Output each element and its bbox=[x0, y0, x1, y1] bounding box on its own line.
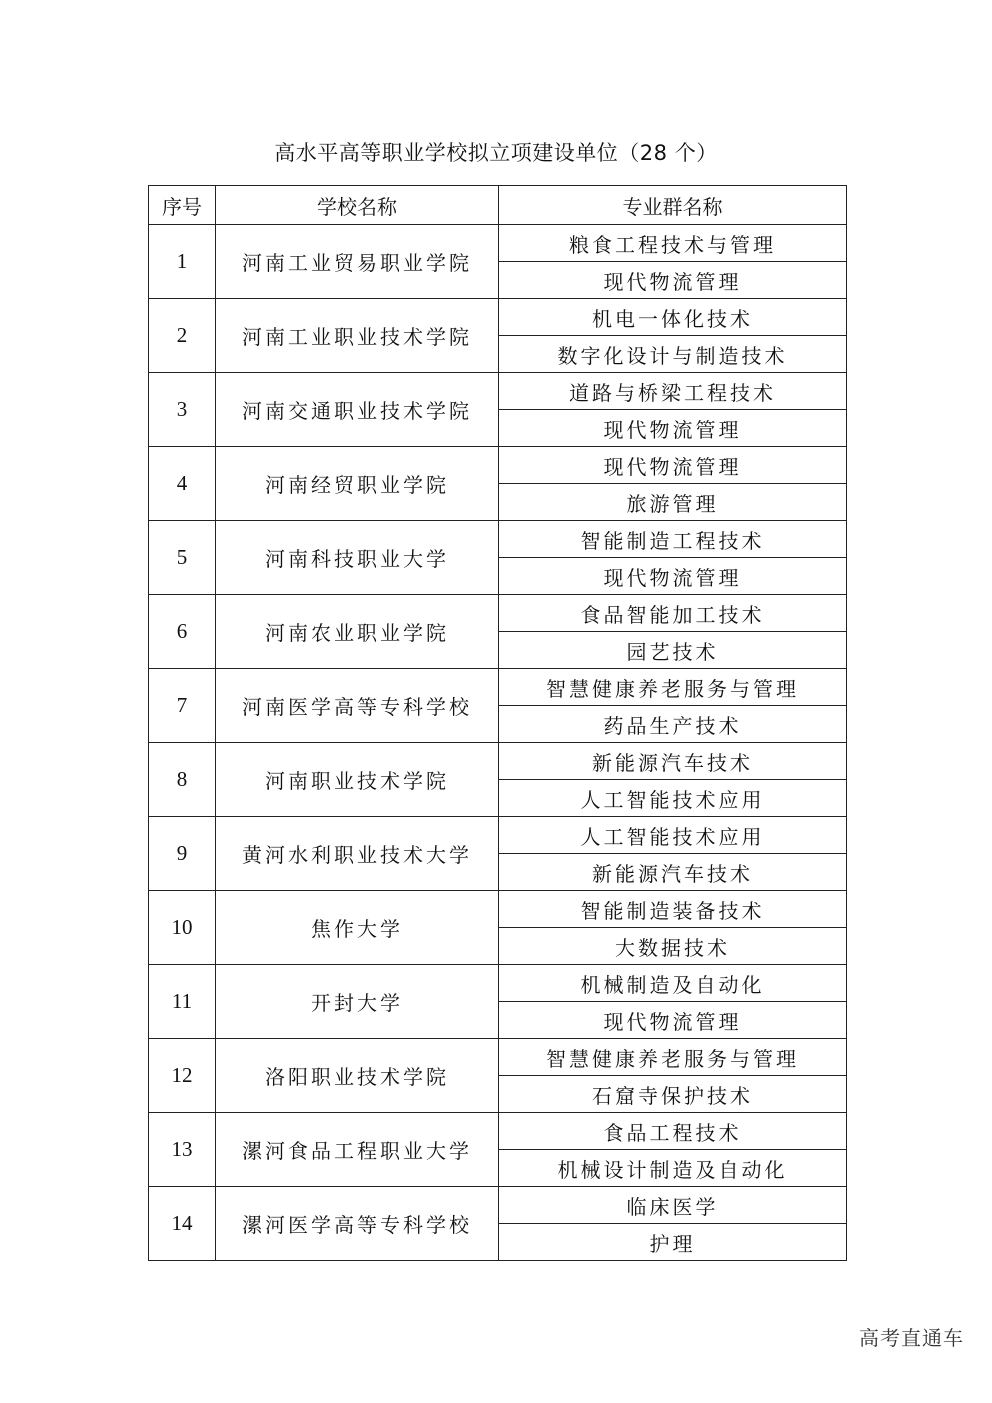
major-group-cell: 数字化设计与制造技术 bbox=[499, 336, 847, 373]
major-group-cell: 大数据技术 bbox=[499, 928, 847, 965]
school-name-cell: 河南工业职业技术学院 bbox=[216, 299, 499, 373]
school-name-cell: 焦作大学 bbox=[216, 891, 499, 965]
document-title: 高水平高等职业学校拟立项建设单位（28 个） bbox=[274, 141, 718, 165]
major-group-cell: 粮食工程技术与管理 bbox=[499, 225, 847, 262]
table-row bbox=[149, 965, 847, 1002]
school-name-cell: 河南医学高等专科学校 bbox=[216, 669, 499, 743]
major-group-cell: 机械制造及自动化 bbox=[499, 965, 847, 1002]
major-group-cell: 智慧健康养老服务与管理 bbox=[499, 1039, 847, 1076]
table-row bbox=[149, 521, 847, 558]
table-row bbox=[149, 595, 847, 632]
school-name-cell: 洛阳职业技术学院 bbox=[216, 1039, 499, 1113]
major-group-cell: 现代物流管理 bbox=[499, 1002, 847, 1039]
table-row bbox=[149, 299, 847, 336]
major-group-cell: 现代物流管理 bbox=[499, 447, 847, 484]
table-row bbox=[149, 1039, 847, 1076]
table-row bbox=[149, 669, 847, 706]
table-row bbox=[149, 1113, 847, 1150]
header-majors: 专业群名称 bbox=[499, 186, 847, 225]
school-name-cell: 漯河医学高等专科学校 bbox=[216, 1187, 499, 1261]
row-index-cell: 14 bbox=[149, 1187, 216, 1261]
row-index-cell: 10 bbox=[149, 891, 216, 965]
major-group-cell: 食品工程技术 bbox=[499, 1113, 847, 1150]
header-school: 学校名称 bbox=[216, 186, 499, 225]
major-group-cell: 人工智能技术应用 bbox=[499, 780, 847, 817]
major-group-cell: 药品生产技术 bbox=[499, 706, 847, 743]
major-group-cell: 机电一体化技术 bbox=[499, 299, 847, 336]
row-index-cell: 4 bbox=[149, 447, 216, 521]
major-group-cell: 旅游管理 bbox=[499, 484, 847, 521]
row-index-cell: 12 bbox=[149, 1039, 216, 1113]
major-group-cell: 人工智能技术应用 bbox=[499, 817, 847, 854]
school-name-cell: 开封大学 bbox=[216, 965, 499, 1039]
table-row bbox=[149, 225, 847, 262]
table-row bbox=[149, 447, 847, 484]
schools-table bbox=[148, 185, 847, 1261]
row-index-cell: 2 bbox=[149, 299, 216, 373]
table-header-row bbox=[149, 186, 847, 225]
table-row bbox=[149, 373, 847, 410]
major-group-cell: 道路与桥梁工程技术 bbox=[499, 373, 847, 410]
school-name-cell: 河南交通职业技术学院 bbox=[216, 373, 499, 447]
watermark-text: 高考直通车 bbox=[859, 1326, 964, 1350]
major-group-cell: 智能制造装备技术 bbox=[499, 891, 847, 928]
major-group-cell: 现代物流管理 bbox=[499, 410, 847, 447]
table-row bbox=[149, 891, 847, 928]
school-name-cell: 黄河水利职业技术大学 bbox=[216, 817, 499, 891]
major-group-cell: 护理 bbox=[499, 1224, 847, 1261]
major-group-cell: 智能制造工程技术 bbox=[499, 521, 847, 558]
school-name-cell: 漯河食品工程职业大学 bbox=[216, 1113, 499, 1187]
major-group-cell: 食品智能加工技术 bbox=[499, 595, 847, 632]
major-group-cell: 机械设计制造及自动化 bbox=[499, 1150, 847, 1187]
major-group-cell: 石窟寺保护技术 bbox=[499, 1076, 847, 1113]
major-group-cell: 临床医学 bbox=[499, 1187, 847, 1224]
row-index-cell: 6 bbox=[149, 595, 216, 669]
table-body bbox=[149, 225, 847, 1261]
major-group-cell: 智慧健康养老服务与管理 bbox=[499, 669, 847, 706]
table-row bbox=[149, 1187, 847, 1224]
table-row bbox=[149, 743, 847, 780]
row-index-cell: 11 bbox=[149, 965, 216, 1039]
row-index-cell: 7 bbox=[149, 669, 216, 743]
header-index: 序号 bbox=[149, 186, 216, 225]
row-index-cell: 8 bbox=[149, 743, 216, 817]
major-group-cell: 园艺技术 bbox=[499, 632, 847, 669]
school-name-cell: 河南农业职业学院 bbox=[216, 595, 499, 669]
table-row bbox=[149, 817, 847, 854]
major-group-cell: 现代物流管理 bbox=[499, 558, 847, 595]
major-group-cell: 新能源汽车技术 bbox=[499, 854, 847, 891]
school-name-cell: 河南工业贸易职业学院 bbox=[216, 225, 499, 299]
major-group-cell: 现代物流管理 bbox=[499, 262, 847, 299]
row-index-cell: 5 bbox=[149, 521, 216, 595]
major-group-cell: 新能源汽车技术 bbox=[499, 743, 847, 780]
school-name-cell: 河南科技职业大学 bbox=[216, 521, 499, 595]
school-name-cell: 河南职业技术学院 bbox=[216, 743, 499, 817]
row-index-cell: 1 bbox=[149, 225, 216, 299]
school-name-cell: 河南经贸职业学院 bbox=[216, 447, 499, 521]
row-index-cell: 9 bbox=[149, 817, 216, 891]
row-index-cell: 13 bbox=[149, 1113, 216, 1187]
row-index-cell: 3 bbox=[149, 373, 216, 447]
